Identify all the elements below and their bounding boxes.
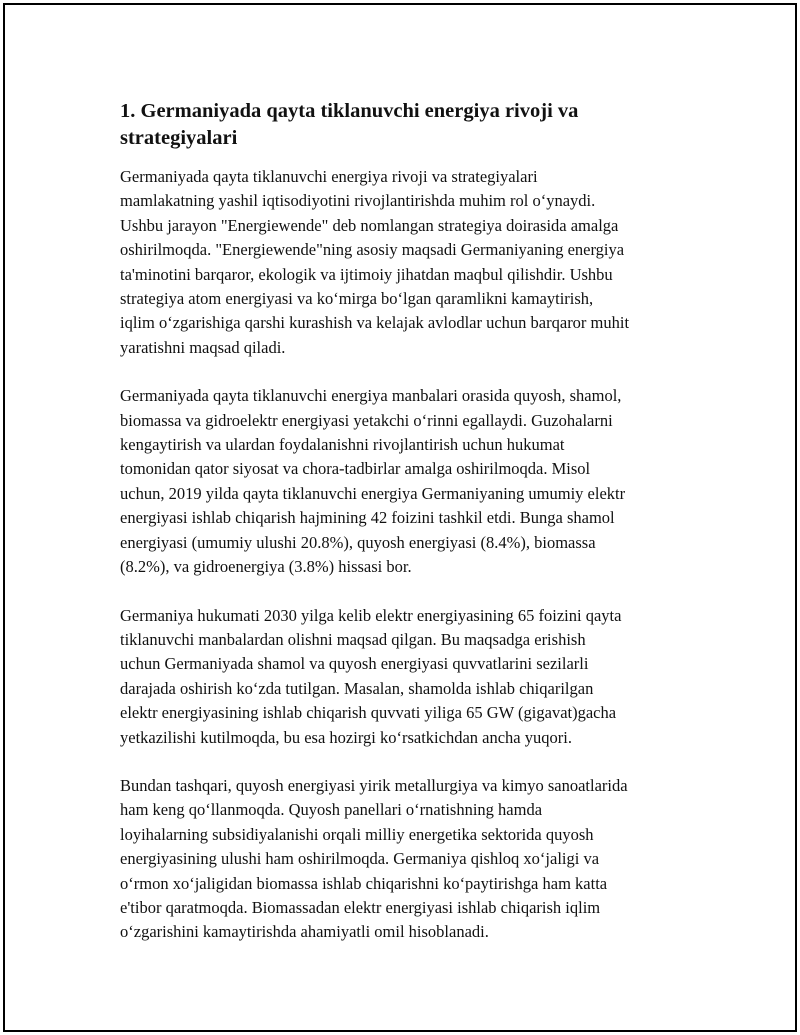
paragraph-1 [120, 165, 710, 360]
text-line: Bundan tashqari, quyosh energiyasi yirik metallurgiya va kimyo sanoatlarida [120, 775, 628, 795]
text-line: Germaniyada qayta tiklanuvchi energiya rivoji va strategiyalari [120, 167, 538, 186]
text-line: Germaniyada qayta tiklanuvchi energiya manbalari orasida quyosh, shamol, [120, 386, 622, 406]
paragraph-2 [120, 384, 710, 579]
text-line: e'tibor qaratmoqda. Biomassadan elektr energiyasi ishlab chiqarish iqlim [120, 897, 601, 917]
text-line: o‘rmon xo‘jaligidan biomassa ishlab chiqarishni ko‘paytirishga ham katta [120, 873, 608, 893]
heading-line: strategiyalari [120, 127, 238, 149]
text-line: uchun Germaniyada shamol va quyosh energiyasi quvvatlarini sezilarli [120, 654, 589, 674]
text-line: elektr energiyasining ishlab chiqarish quvvati yiliga 65 GW (gigavat)gacha [120, 703, 617, 723]
section-heading [120, 98, 710, 152]
text-line: darajada oshirish ko‘zda tutilgan. Masalan, shamolda ishlab chiqarilgan [120, 678, 594, 698]
text-line: energiyasining ulushi ham oshirilmoqda. Germaniya qishloq xo‘jaligi va [120, 849, 600, 869]
text-line: loyihalarning subsidiyalanishi orqali milliy energetika sektorida quyosh [120, 824, 594, 844]
text-line: mamlakatning yashil iqtisodiyotini rivojlantirishda muhim rol o‘ynaydi. [120, 191, 596, 211]
text-line: tiklanuvchi manbalardan olishni maqsad qilgan. Bu maqsadga erishish [120, 629, 586, 649]
text-line: energiyasi ishlab chiqarish hajmining 42 foizini tashkil etdi. Bunga shamol [120, 508, 615, 528]
text-line: yetkazilishi kutilmoqda, bu esa hozirgi ko‘rsatkichdan ancha yuqori. [120, 727, 572, 747]
page-frame [3, 3, 797, 1032]
text-line: kengaytirish va ulardan foydalanishni rivojlantirish uchun hukumat [120, 435, 565, 455]
text-line: ham keng qo‘llanmoqda. Quyosh panellari o‘rnatishning hamda [120, 800, 543, 820]
paragraph-4 [120, 774, 710, 945]
document-body [120, 98, 710, 969]
paragraph-3 [120, 604, 710, 750]
text-line: energiyasi (umumiy ulushi 20.8%), quyosh energiyasi (8.4%), biomassa [120, 532, 596, 552]
text-line: o‘zgarishini kamaytirishda ahamiyatli omil hisoblanadi. [120, 922, 489, 942]
text-line: Ushbu jarayon "Energiewende" deb nomlangan strategiya doirasida amalga [120, 215, 619, 235]
text-line: strategiya atom energiyasi va ko‘mirga bo‘lgan qaramlikni kamaytirish, [120, 289, 594, 309]
text-line: yaratishni maqsad qiladi. [120, 337, 286, 357]
text-line: (8.2%), va gidroenergiya (3.8%) hissasi bor. [120, 557, 412, 577]
heading-line: 1. Germaniyada qayta tiklanuvchi energiya rivoji va [120, 100, 579, 122]
text-line: oshirilmoqda. "Energiewende"ning asosiy maqsadi Germaniyaning energiya [120, 240, 625, 260]
text-line: Germaniya hukumati 2030 yilga kelib elektr energiyasining 65 foizini qayta [120, 605, 622, 625]
text-line: ta'minotini barqaror, ekologik va ijtimoiy jihatdan maqbul qilishdir. Ushbu [120, 264, 613, 284]
text-line: uchun, 2019 yilda qayta tiklanuvchi energiya Germaniyaning umumiy elektr [120, 483, 626, 503]
text-line: iqlim o‘zgarishiga qarshi kurashish va kelajak avlodlar uchun barqaror muhit [120, 313, 630, 333]
text-line: biomassa va gidroelektr energiyasi yetakchi o‘rinni egallaydi. Guzohalarni [120, 410, 613, 430]
text-line: tomonidan qator siyosat va chora-tadbirlar amalga oshirilmoqda. Misol [120, 459, 591, 479]
